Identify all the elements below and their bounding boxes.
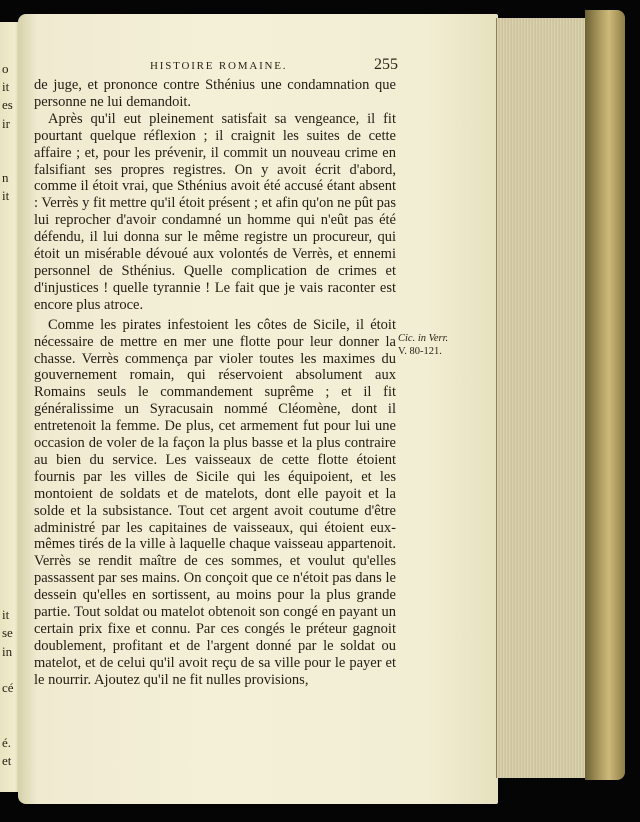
book-cover-edge — [585, 10, 625, 780]
body-text — [34, 77, 396, 689]
margin-note-source: Cic. in Verr. — [398, 333, 449, 344]
running-head: HISTOIRE ROMAINE. — [150, 60, 288, 72]
margin-note-reference: V. 80-121. — [398, 346, 442, 357]
paragraph-1: de juge, et prononce contre Sthénius une condamnation que personne ne lui demandoit. — [34, 77, 396, 110]
margin-note — [398, 332, 470, 358]
left-page-text-fragments: o it es ir n it it se in cé é. et — [2, 61, 14, 768]
page-number: 255 — [374, 56, 398, 73]
paragraph-3: Comme les pirates infestoient les côtes de Sicile, il étoit nécessaire de mettre en mer une flotte pour leur donner la chasse. Verrès commença par violer toutes les maximes du gouvernement romain, qui réservoient absolument aux Romains seuls le commandement suprême ; et il fit généralissime un Syracusain nommé Cléomène, dont il entretenoit la femme. De plus, cet armement fut pour lui une occasion de voler de la façon la plus basse et la plus contraire au bien du service. Les vaisseaux de cette flotte étoient fournis par les villes de Sicile qui les équipoient, et les montoient de soldats et de matelots, dont elle payoit et la solde et la subsistance. Tout cet argent avoit coutume d'être administré par les capitaines de vaisseaux, qui étoient eux-mêmes tirés de la ville à laquelle chaque vaisseau appartenoit. Verrès se rendit maître de ces sommes, et voulut qu'elles passassent par ses mains. On conçoit que ce n'étoit pas dans le dessein qu'elles en sortissent, au moins pour la plus grande partie. Tout soldat ou matelot obtenoit son congé en payant un certain prix fixe et connu. Par ces congés le préteur gagnoit doublement, profitant et de l'argent donné par le soldat ou matelot, et de celui qu'il avoit reçu de sa ville pour le payer et le nourrir. Ajoutez qu'il ne fit nulles provisions, — [34, 316, 396, 688]
paragraph-2: Après qu'il eut pleinement satisfait sa vengeance, il fit pourtant quelque réflexion ; il craignit les suites de cette affaire ; et, pour les prévenir, il commit un nouveau crime en falsifiant ses propres registres. On y avoit écrit d'abord, comme il étoit vrai, que Sthénius avoit été accusé étant absent : Verrès y fit mettre qu'il étoit présent ; et afin qu'on ne pût pas lui reprocher d'avoir condamné un homme qui n'eût pas été défendu, il lui donna sur le même registre un procureur, qui étoit un misérable dévoué aux volontés de Verrès, et ennemi personnel de Sthénius. Quelle complication de crimes et d'injustices ! quelle tyrannie ! Le fait que je vais raconter est encore plus atroce. — [34, 110, 396, 313]
